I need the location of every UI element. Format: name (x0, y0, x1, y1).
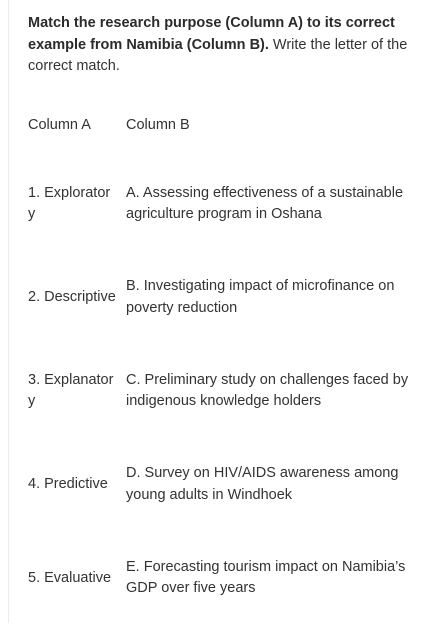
table-row (28, 345, 422, 439)
instructions-normal-text: Write the letter of the correct match. (28, 37, 407, 75)
instructions-bold-text: Match the research purpose (Column A) to its correct example from Namibia (Column B). (28, 15, 395, 53)
namibia-example-cell: D. Survey on HIV/AIDS awareness among young adults in Windhoek (126, 438, 422, 532)
namibia-example-cell: C. Preliminary study on challenges faced by indigenous knowledge holders (126, 345, 422, 439)
research-purpose-cell: 1. Exploratory (28, 158, 126, 252)
matching-table (28, 94, 422, 625)
table-row (28, 158, 422, 252)
question-content (28, 13, 412, 625)
namibia-example-cell: B. Investigating impact of microfinance on poverty reduction (126, 251, 422, 345)
table-row (28, 251, 422, 345)
research-purpose-cell: 5. Evaluative (28, 532, 126, 625)
table-header-row (28, 94, 422, 158)
research-purpose-cell: 2. Descriptive (28, 251, 126, 345)
question-instructions (28, 13, 412, 78)
table-row (28, 438, 422, 532)
column-a-header: Column A (28, 94, 126, 158)
research-purpose-cell: 4. Predictive (28, 438, 126, 532)
table-row (28, 532, 422, 625)
namibia-example-cell: A. Assessing effectiveness of a sustainable agriculture program in Oshana (126, 158, 422, 252)
left-divider (8, 0, 9, 623)
research-purpose-cell: 3. Explanatory (28, 345, 126, 439)
namibia-example-cell: E. Forecasting tourism impact on Namibia’s GDP over five years (126, 532, 422, 625)
column-b-header: Column B (126, 94, 422, 158)
